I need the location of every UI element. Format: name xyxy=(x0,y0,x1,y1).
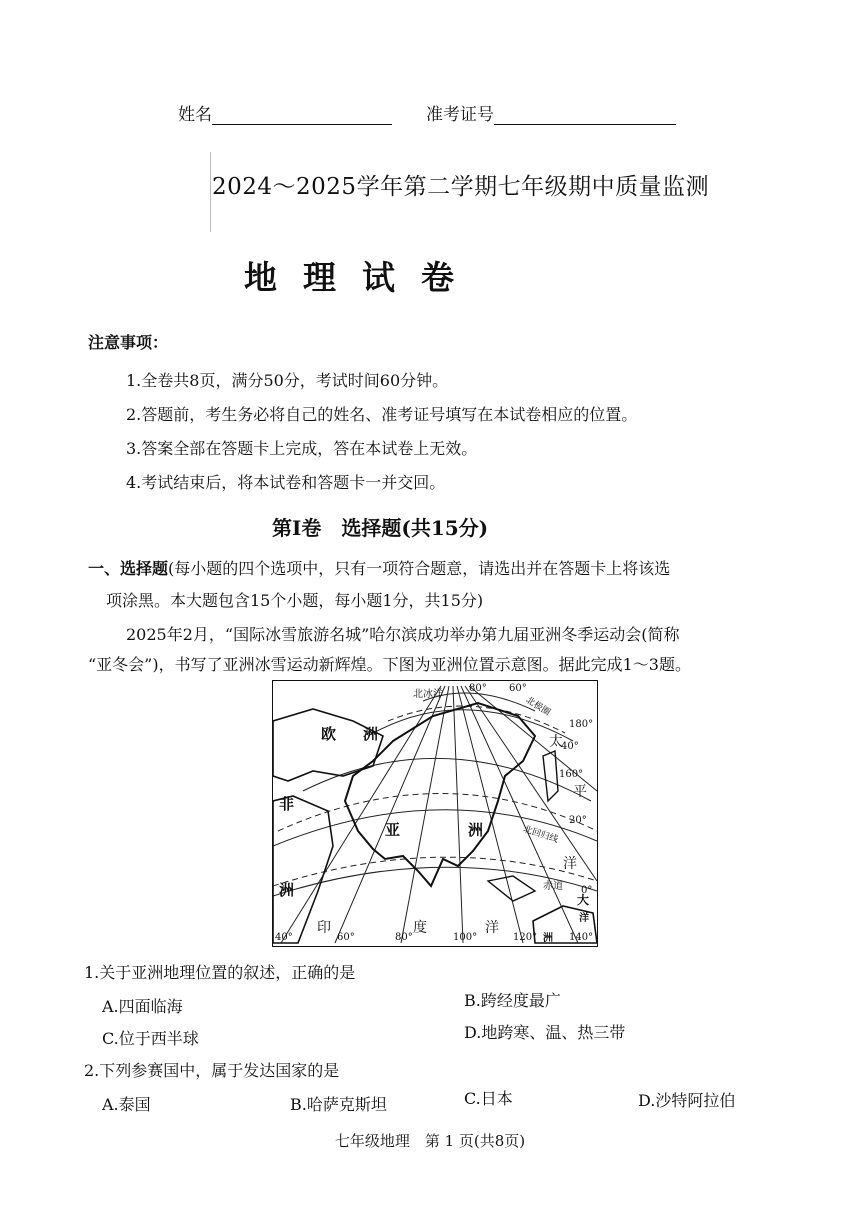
question-1-option-c: C.位于西半球 xyxy=(102,1029,199,1048)
map-graphic xyxy=(273,681,597,946)
exam-id-label: 准考证号 xyxy=(426,105,494,125)
question-2-option-d: D.沙特阿拉伯 xyxy=(638,1091,736,1110)
map-label-europe-2: 洲 xyxy=(363,725,379,743)
map-label-oceania-3: 洲 xyxy=(543,933,553,944)
map-label-europe-1: 欧 xyxy=(321,725,337,743)
passage-line-2: “亚冬会”)，书写了亚洲冰雪运动新辉煌。下图为亚洲位置示意图。据此完成1～3题。 xyxy=(88,655,691,674)
map-label-africa-2: 洲 xyxy=(279,881,295,899)
notice-item-1: 1.全卷共8页，满分50分，考试时间60分钟。 xyxy=(126,371,449,390)
tick-lon-180: 180° xyxy=(569,719,594,730)
passage-line-1: 2025年2月，“国际冰雪旅游名城”哈尔滨成功举办第九届亚洲冬季运动会(简称 xyxy=(126,625,680,644)
japan-islands xyxy=(543,751,558,801)
map-label-asia-1: 亚 xyxy=(385,821,401,839)
tick-lon-140: 140° xyxy=(569,932,594,943)
question-2-option-c: C.日本 xyxy=(464,1089,513,1108)
question-1-option-d: D.地跨寒、温、热三带 xyxy=(464,1023,626,1042)
name-label: 姓名 xyxy=(178,105,212,125)
notice-item-3: 3.答案全部在答题卡上完成，答在本试卷上无效。 xyxy=(126,439,478,458)
subject-title: 地理试卷 xyxy=(244,258,480,297)
tick-lon-100: 100° xyxy=(453,932,478,943)
map-label-asia-2: 洲 xyxy=(468,821,484,839)
part1-instruction-line1: (每小题的四个选项中，只有一项符合题意，请选出并在答题卡上将该选 xyxy=(168,559,671,578)
exam-title: 2024～2025学年第二学期七年级期中质量监测 xyxy=(212,174,710,200)
notice-heading: 注意事项： xyxy=(88,333,169,352)
map-label-oceania-1: 大 xyxy=(577,893,590,907)
map-label-pacific-2: 平 xyxy=(573,784,587,800)
notice-item-2: 2.答题前，考生务必将自己的姓名、准考证号填写在本试卷相应的位置。 xyxy=(126,405,638,424)
tick-lon-160: 160° xyxy=(559,769,584,780)
name-blank xyxy=(212,124,392,125)
map-label-arctic-circle: 北极圈 xyxy=(523,695,552,719)
exam-id-blank xyxy=(494,124,676,125)
map-label-africa-1: 非 xyxy=(279,795,295,813)
map-label-arctic-ocean: 北冰洋 xyxy=(413,689,443,700)
tick-lon-60: 60° xyxy=(337,932,355,943)
map-label-indian-2: 度 xyxy=(413,920,427,936)
name-field xyxy=(178,100,392,125)
question-1-option-b: B.跨经度最广 xyxy=(464,991,561,1010)
europe-outline xyxy=(273,709,383,781)
tick-lon-80: 80° xyxy=(395,932,413,943)
section-title: 第Ⅰ卷 选择题(共15分) xyxy=(272,516,489,540)
tick-lat-60: 60° xyxy=(509,683,527,694)
tick-lat-0: 0° xyxy=(581,885,593,896)
tick-lon-40: 40° xyxy=(275,932,293,943)
meridian-120 xyxy=(457,686,523,943)
map-label-equator: 赤道 xyxy=(543,881,563,892)
exam-id-field xyxy=(426,100,676,125)
meridian-140 xyxy=(461,686,578,943)
page-footer: 七年级地理 第 1 页(共8页) xyxy=(334,1132,526,1150)
map-label-pacific-1: 太 xyxy=(549,734,563,750)
map-label-indian-1: 印 xyxy=(317,920,331,936)
meridian-80 xyxy=(401,686,449,943)
map-label-indian-3: 洋 xyxy=(485,920,499,936)
part1-instruction xyxy=(88,556,670,579)
question-2-option-a: A.泰国 xyxy=(102,1095,151,1114)
map-label-pacific-3: 洋 xyxy=(563,856,577,872)
question-2-option-b: B.哈萨克斯坦 xyxy=(290,1095,387,1114)
margin-rule xyxy=(210,152,211,232)
tick-lat-80: 80° xyxy=(469,683,487,694)
question-1-stem: 1.关于亚洲地理位置的叙述，正确的是 xyxy=(84,963,356,982)
question-1-option-a: A.四面临海 xyxy=(102,997,183,1016)
map-label-tropic-cancer: 北回归线 xyxy=(521,824,560,846)
part1-instruction-line2: 项涂黑。本大题包含15个小题，每小题1分，共15分) xyxy=(106,591,484,610)
tick-lat-40: 40° xyxy=(561,741,579,752)
tick-lon-120: 120° xyxy=(513,932,538,943)
meridian-100 xyxy=(453,686,463,943)
map-label-oceania-2: 洋 xyxy=(579,913,589,924)
part1-label: 一、选择题 xyxy=(88,559,169,578)
tick-lat-20: 20° xyxy=(569,815,587,826)
question-2-stem: 2.下列参赛国中，属于发达国家的是 xyxy=(84,1061,340,1080)
asia-location-map xyxy=(272,680,598,947)
notice-item-4: 4.考试结束后，将本试卷和答题卡一并交回。 xyxy=(126,473,446,492)
